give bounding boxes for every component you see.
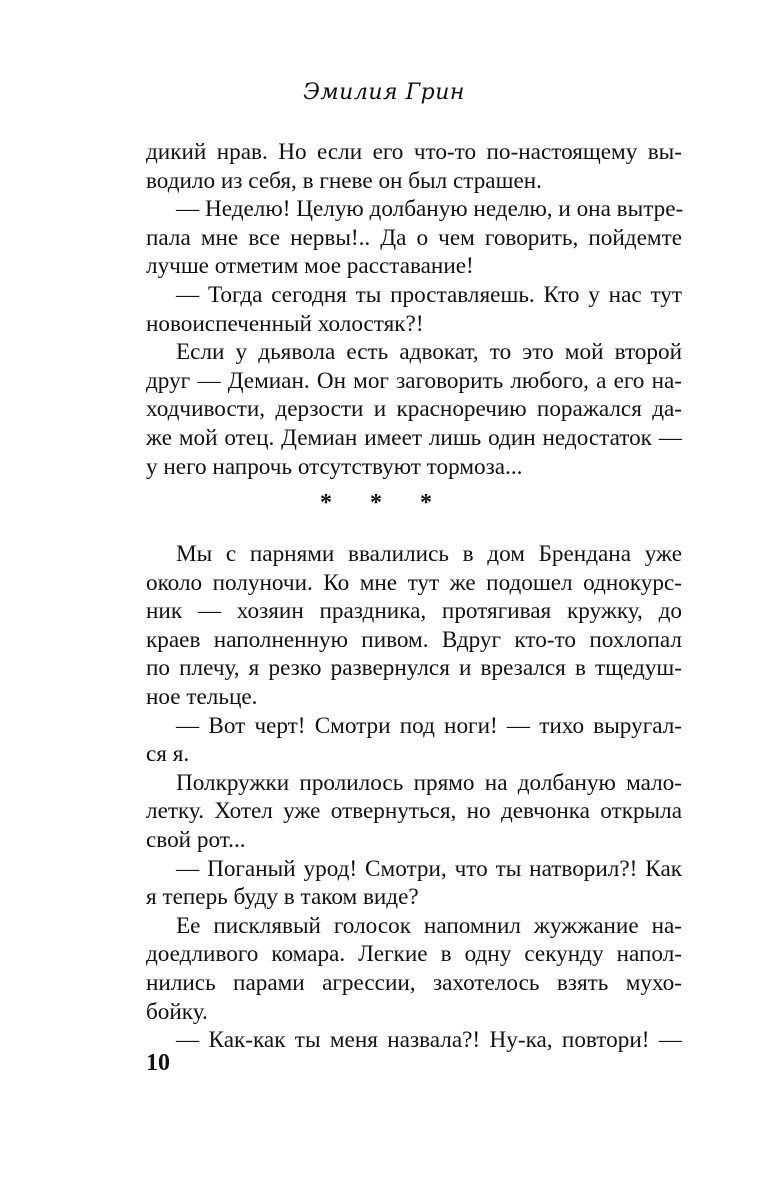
text-line: ник — хозяин праздника, протягивая кружку, до (146, 598, 682, 625)
paragraph (146, 1026, 682, 1055)
page-number: 10 (146, 1050, 170, 1076)
text-line: Ее писклявый голосок напомнил жужжание на- (176, 912, 682, 939)
text-line: новоиспеченный холостяк?! (146, 310, 424, 337)
section-separator: * * * (320, 490, 448, 516)
text-line: по плечу, я резко развернулся и врезался в тщедуш- (146, 655, 682, 682)
text-line: свой рот... (146, 826, 246, 853)
text-line: ное тельце. (146, 683, 258, 710)
text-line: же мой отец. Демиан имеет лишь один недостаток — (146, 424, 682, 451)
paragraph (146, 855, 682, 912)
text-line: я теперь буду в таком виде? (146, 884, 419, 911)
paragraph (146, 712, 682, 769)
text-line: летку. Хотел уже отвернуться, но девчонка открыла (146, 798, 682, 825)
running-header-author: Эмилия Грин (303, 80, 465, 105)
paragraph (146, 338, 682, 481)
text-line: пала мне все нервы!.. Да о чем говорить, пойдемте (146, 224, 682, 251)
text-block-bottom (146, 540, 682, 1055)
text-line: — Неделю! Целую долбаную неделю, и она вытре- (176, 196, 684, 223)
text-block-top (146, 138, 682, 481)
paragraph (146, 912, 682, 1026)
text-line: Если у дьявола есть адвокат, то это мой второй (176, 339, 682, 366)
text-line: ходчивости, дерзости и красноречию поражался да- (146, 396, 682, 423)
text-line: водило из себя, в гневе он был страшен. (146, 167, 542, 194)
text-line: дикий нрав. Но если его что-то по-настоящему вы- (146, 139, 682, 165)
paragraph (146, 195, 682, 281)
text-line: — Вот черт! Смотри под ноги! — тихо выругал- (176, 712, 682, 739)
text-line: Мы с парнями ввалились в дом Брендана уже (176, 541, 682, 567)
text-line: лучше отметим мое расставание! (146, 253, 474, 280)
text-line: нились парами агрессии, захотелось взять мухо- (146, 969, 682, 996)
text-line: краев наполненную пивом. Вдруг кто-то похлопал (146, 626, 682, 653)
text-line: доедливого комара. Легкие в одну секунду напол- (146, 941, 682, 968)
paragraph (146, 281, 682, 338)
text-line: — Как-как ты меня назвала?! Ну-ка, повтори! — (176, 1027, 682, 1054)
text-line: — Тогда сегодня ты проставляешь. Кто у нас тут (176, 281, 682, 308)
paragraph (146, 769, 682, 855)
text-line: около полуночи. Ко мне тут же подошел однокурс- (146, 569, 682, 596)
text-line: — Поганый урод! Смотри, что ты натворил?! Как (176, 855, 682, 882)
text-line: у него напрочь отсутствуют тормоза... (146, 453, 523, 480)
paragraph (146, 138, 682, 195)
paragraph (146, 540, 682, 712)
text-line: бойку. (146, 998, 208, 1025)
text-line: ся я. (146, 741, 190, 768)
text-line: друг — Демиан. Он мог заговорить любого, а его на- (146, 367, 682, 394)
text-line: Полкружки пролилось прямо на долбаную мало- (176, 769, 682, 796)
